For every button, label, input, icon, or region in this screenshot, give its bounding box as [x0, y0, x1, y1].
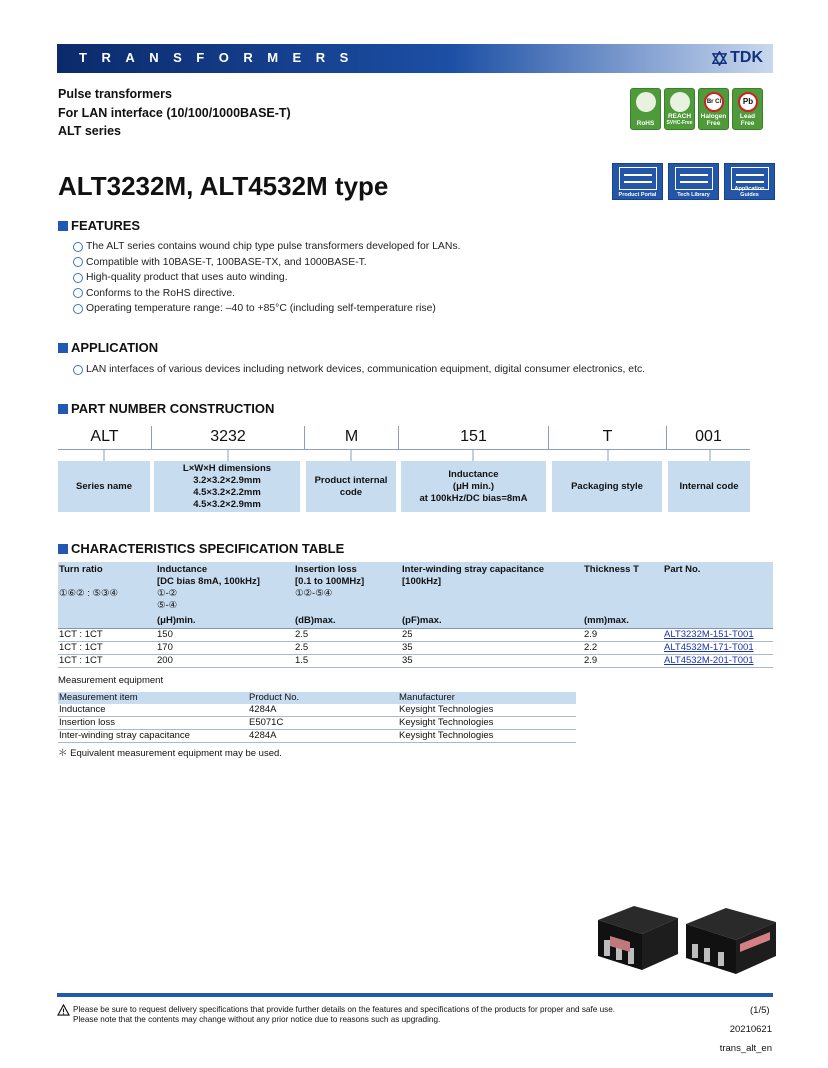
header-line: Part No. [664, 564, 701, 575]
list-item-text: Conforms to the RoHS directive. [86, 287, 235, 299]
table-cell: 35 [401, 642, 583, 655]
col-thickness [583, 562, 663, 613]
table-cell: Keysight Technologies [398, 704, 576, 717]
header-line: Thickness T [584, 564, 639, 575]
badge-label: RoHS [636, 120, 655, 127]
link-label: Tech Library [677, 192, 710, 198]
table-cell: Keysight Technologies [398, 730, 576, 743]
header-line: Insertion loss [295, 564, 357, 575]
footer-divider [57, 993, 773, 997]
document-id: trans_alt_en [719, 1043, 772, 1054]
part-number-link[interactable]: ALT4532M-171-T001 [663, 642, 773, 655]
header-line: [0.1 to 100MHz] [295, 576, 365, 587]
page-title: ALT3232M, ALT4532M type [58, 171, 389, 201]
table-row [58, 704, 576, 717]
badge-sublabel: SVHC-Free [666, 120, 693, 126]
header-line: ①②-⑤④ [295, 588, 333, 599]
subtitle-line: For LAN interface (10/100/1000BASE-T) [58, 105, 291, 120]
header-cell: Measurement item [58, 692, 248, 704]
table-cell: 2.9 [583, 629, 663, 642]
table-cell: 200 [156, 655, 294, 668]
col-capacitance [401, 562, 583, 613]
table-cell: 35 [401, 655, 583, 668]
desc-line: Inductance [448, 468, 499, 480]
table-row [58, 629, 773, 642]
page-number: (1/5) [750, 1005, 770, 1016]
desc-line: Product internal [314, 474, 388, 486]
badge-label: REACH [667, 113, 692, 120]
table-cell: 1.5 [294, 655, 401, 668]
unit-cell: (pF)max. [401, 613, 583, 629]
spec-table-heading [58, 541, 344, 556]
badge-label: Halogen [700, 113, 727, 120]
spec-units-row [58, 613, 773, 629]
segment-description [154, 461, 300, 512]
table-cell: 150 [156, 629, 294, 642]
header-line: ①⑥② : ⑤③④ [59, 588, 119, 599]
segment-description [668, 461, 750, 512]
table-cell: 2.2 [583, 642, 663, 655]
section-title: APPLICATION [71, 340, 159, 355]
banner-title: TRANSFORMERS [79, 50, 363, 65]
table-cell: 2.5 [294, 642, 401, 655]
disclaimer-line: Please be sure to request delivery specifications that provide further details on the features and specifications of the products for proper and safe use. [73, 1005, 616, 1014]
table-cell: 1CT : 1CT [58, 642, 156, 655]
desc-line: Series name [76, 480, 132, 492]
desc-line: code [339, 486, 363, 498]
segment-description [58, 461, 150, 512]
segment-description [552, 461, 662, 512]
desc-line: Internal code [679, 480, 739, 492]
desc-line: 3.2×3.2×2.9mm [193, 474, 261, 486]
unit-cell [58, 613, 156, 629]
warning-icon [57, 1004, 70, 1016]
part-segment: 151 [399, 426, 549, 449]
table-cell: Insertion loss [58, 717, 248, 730]
table-cell: E5071C [248, 717, 398, 730]
header-line: [DC bias 8mA, 100kHz] [157, 576, 260, 587]
header-line: ①-② [157, 588, 178, 599]
table-cell: Inductance [58, 704, 248, 717]
list-item-text: High-quality product that uses auto winding. [86, 272, 288, 283]
subtitle-line: ALT series [58, 124, 121, 138]
desc-line: 4.5×3.2×2.9mm [193, 498, 261, 510]
col-insertion-loss [294, 562, 401, 613]
measurement-title: Measurement equipment [58, 675, 164, 686]
unit-cell: (mm)max. [583, 613, 663, 629]
lead-icon: Pb [738, 92, 758, 112]
table-row [58, 642, 773, 655]
table-row [58, 655, 773, 668]
link-label: Product Portal [618, 192, 657, 198]
part-number-link[interactable]: ALT3232M-151-T001 [663, 629, 773, 642]
disclaimer-line: Please note that the contents may change without any prior notice due to reasons such as upgrading. [73, 1015, 441, 1024]
col-turn-ratio [58, 562, 156, 613]
header-cell: Manufacturer [398, 692, 576, 704]
connector-lines [0, 0, 828, 470]
section-title: PART NUMBER CONSTRUCTION [71, 401, 275, 416]
part-segment: ALT [58, 426, 152, 449]
unit-cell: (μH)min. [156, 613, 294, 629]
section-title: CHARACTERISTICS SPECIFICATION TABLE [71, 541, 345, 556]
measurement-table [58, 692, 576, 743]
part-segment: T [549, 426, 667, 449]
square-icon [58, 544, 68, 554]
header-line: ⑤-④ [157, 600, 178, 611]
spec-table [58, 562, 773, 668]
header-cell: Product No. [248, 692, 398, 704]
desc-line: at 100kHz/DC bias=8mA [419, 492, 528, 504]
badge-label: Lead [739, 113, 756, 120]
measurement-note: ＊ Equivalent measurement equipment may be used. [58, 748, 282, 759]
segment-description [306, 461, 396, 512]
table-row [58, 730, 576, 743]
header-line: Inductance [157, 564, 208, 575]
chip-image [598, 906, 678, 970]
desc-line: Packaging style [571, 480, 643, 492]
section-title: FEATURES [71, 218, 141, 233]
list-item-text: Operating temperature range: –40 to +85°C (including self-temperature rise) [86, 303, 436, 314]
list-item-text: The ALT series contains wound chip type pulse transformers developed for LANs. [86, 241, 461, 252]
link-label: Application Guides [734, 186, 765, 198]
desc-line: 4.5×3.2×2.2mm [193, 486, 261, 498]
list-item-text: Compatible with 10BASE-T, 100BASE-TX, and 1000BASE-T. [86, 256, 367, 268]
col-part-no [663, 562, 773, 613]
header-line: Inter-winding stray capacitance [402, 564, 545, 575]
header-line: Turn ratio [59, 564, 103, 575]
table-cell: 2.9 [583, 655, 663, 668]
table-row [58, 717, 576, 730]
part-number-link[interactable]: ALT4532M-201-T001 [663, 655, 773, 668]
unit-cell [663, 613, 773, 629]
table-cell: Keysight Technologies [398, 717, 576, 730]
halogen-icon: Br Cl [704, 92, 724, 112]
document-date: 20210621 [729, 1024, 772, 1035]
subtitle-line: Pulse transformers [58, 87, 172, 101]
unit-cell: (dB)max. [294, 613, 401, 629]
table-cell: 1CT : 1CT [58, 655, 156, 668]
desc-line: L×W×H dimensions [182, 462, 272, 474]
logo-text: TDK [730, 49, 763, 66]
part-segment: 001 [695, 428, 722, 445]
table-cell: 1CT : 1CT [58, 629, 156, 642]
table-cell: 170 [156, 642, 294, 655]
part-segment: M [305, 426, 399, 449]
measurement-header-row [58, 692, 576, 704]
chip-image [686, 908, 776, 974]
table-cell: Inter-winding stray capacitance [58, 730, 248, 743]
segment-description [401, 461, 546, 512]
col-inductance [156, 562, 294, 613]
desc-line: (μH min.) [452, 480, 495, 492]
table-cell: 2.5 [294, 629, 401, 642]
table-cell: 25 [401, 629, 583, 642]
list-item-text: LAN interfaces of various devices including network devices, communication equipment, digital consumer electronics, etc. [86, 364, 646, 375]
table-cell: 4284A [248, 704, 398, 717]
part-segment: 3232 [152, 426, 305, 449]
badge-sublabel: Free [740, 120, 755, 127]
spec-header-row [58, 562, 773, 613]
header-line [59, 576, 155, 588]
footer-disclaimer [73, 1005, 615, 1025]
table-cell: 4284A [248, 730, 398, 743]
product-photo [594, 900, 780, 982]
badge-sublabel: Free [706, 120, 721, 127]
header-line: [100kHz] [402, 576, 442, 587]
